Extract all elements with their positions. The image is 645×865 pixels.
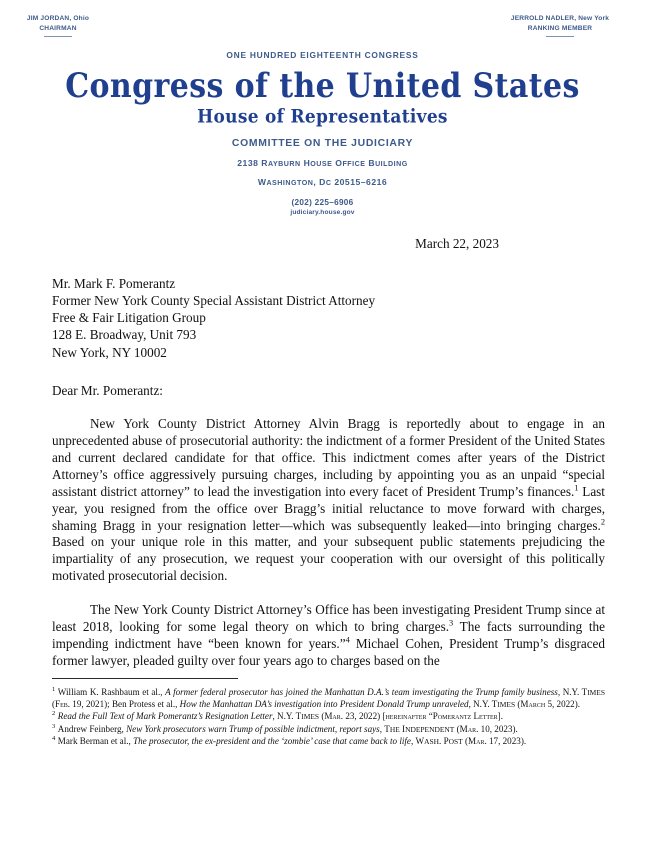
ranking-member-divider bbox=[546, 36, 574, 37]
recipient-line: Free & Fair Litigation Group bbox=[52, 310, 206, 326]
footnote-3-source: THE INDEPENDENT (Mar. 10, 2023). bbox=[384, 723, 518, 734]
committee-name: COMMITTEE ON THE JUDICIARY bbox=[231, 138, 414, 150]
footnote-2-title: Read the Full Text of Mark Pomerantz’s Resignation Letter bbox=[57, 711, 273, 722]
footnote-3: $^3$ Andrew Feinberg, New York prosecutors warn Trump of possible indictment, report says, THE INDEPENDENT (Mar. 10, 2023). bbox=[52, 722, 518, 734]
paragraph-1 bbox=[52, 416, 605, 586]
website-url: judiciary.house.gov bbox=[290, 209, 355, 217]
congress-title: Congress of the United States bbox=[65, 66, 580, 106]
footnote-1-title: A former federal prosecutor has joined the Manhattan D.A.’s team investigating the Trump family business bbox=[165, 687, 558, 697]
ranking-member-block bbox=[485, 14, 635, 37]
letter-body bbox=[52, 236, 605, 670]
paragraph-2-text-b: The facts surrounding the impending indictment have “been known for years.” bbox=[52, 619, 605, 652]
footnote-2: $^2$ Read the Full Text of Mark Pomerantz’s Resignation Letter, N.Y. TIMES (Mar. 23, 2022) [hereinafter “Pomerantz Letter]. bbox=[52, 710, 503, 722]
recipient-line: Mr. Mark F. Pomerantz bbox=[52, 276, 176, 291]
footnote-2-marker: 2 bbox=[52, 710, 56, 718]
footnote-4: $^4$ Mark Berman et al., The prosecutor, the ex-president and the ‘zombie’ case that came back to life, WASH. POST (Mar. 17, 2023). bbox=[52, 734, 527, 746]
chairman-name: JIM JORDAN, Ohio bbox=[26, 15, 90, 22]
recipient-address bbox=[52, 275, 605, 361]
footnote-ref-4[interactable]: 4 bbox=[345, 635, 350, 645]
recipient-line: New York, NY 10002 bbox=[52, 344, 167, 360]
footnote-4-marker: 4 bbox=[52, 734, 56, 742]
congress-number: ONE HUNDRED EIGHTEENTH CONGRESS bbox=[226, 50, 419, 60]
footnote-1-title2: How the Manhattan DA’s investigation into President Donald Trump unraveled bbox=[179, 699, 469, 710]
footnotes-section bbox=[52, 678, 605, 747]
chairman-block bbox=[0, 14, 118, 37]
paragraph-1-text-b: Last year, you resigned from the office over Bragg’s initial reluctance to move forward with charges, shaming Bragg in your resignation letter—which was subsequently leaked—into bringing charges. bbox=[52, 483, 605, 533]
footnote-1: $^1$ William K. Rashbaum et al., A former federal prosecutor has joined the Manhattan D.A.’s team investigating the Trump family business, N.Y. TIMES (Feb. 19, 2021); Ben Protess et al., How the Manhattan DA’s investigation into President Donald Trump unraveled, N.Y. TIMES (March 5, 2022). bbox=[52, 685, 606, 710]
footnote-3-title: New York prosecutors warn Trump of possible indictment, report says bbox=[126, 723, 380, 734]
recipient-line: 128 E. Broadway, Unit 793 bbox=[52, 327, 197, 343]
ranking-member-name: JERROLD NADLER, New York bbox=[510, 15, 610, 22]
paragraph-1-text-c: Based on your unique role in this matter, and your subsequent public statements prejudicing the impartiality of any prosecution, we request your cooperation with our oversight of this politically motivated prosecutorial decision. bbox=[52, 534, 605, 584]
office-building: 2138 RAYBURN HOUSE OFFICE BUILDING bbox=[237, 158, 408, 169]
chairman-role: CHAIRMAN bbox=[39, 24, 77, 32]
footnote-2-source: N.Y. TIMES (Mar. 23, 2022) [hereinafter “Pomerantz Letter]. bbox=[277, 711, 503, 722]
footnote-3-author: Andrew Feinberg, bbox=[57, 723, 124, 734]
footnote-4-author: Mark Berman et al., bbox=[57, 735, 131, 746]
footnote-1-author2: Ben Protess et al., bbox=[111, 699, 178, 710]
chairman-divider bbox=[44, 36, 72, 37]
phone-number: (202) 225–6906 bbox=[291, 198, 354, 208]
footnote-3-marker: 3 bbox=[52, 722, 56, 730]
footnote-4-title: The prosecutor, the ex-president and the ‘zombie’ case that came back to life bbox=[133, 735, 411, 746]
paragraph-2-text-a: The New York County District Attorney’s Office has been investigating President Trump since at least 2018, looking for some legal theory on which to bring charges. bbox=[52, 602, 605, 635]
footnote-1-source2: N.Y. TIMES (March 5, 2022). bbox=[473, 699, 581, 710]
city-state-zip: WASHINGTON, DC 20515–6216 bbox=[257, 177, 388, 188]
paragraph-2 bbox=[52, 602, 605, 670]
house-title: House of Representatives bbox=[197, 105, 448, 128]
paragraph-2-text-c: Michael Cohen, President Trump’s disgraced former lawyer, pleaded guilty over four years ago to charges based on the bbox=[52, 636, 605, 669]
footnote-divider bbox=[52, 678, 238, 679]
footnote-ref-1[interactable]: 1 bbox=[574, 483, 579, 493]
ranking-member-role: RANKING MEMBER bbox=[527, 24, 593, 32]
footnote-1-author: William K. Rashbaum et al., bbox=[57, 687, 163, 697]
letterhead bbox=[0, 0, 645, 217]
footnote-1-source: N.Y. TIMES (Feb. 19, 2021); bbox=[52, 687, 606, 710]
footnote-1-marker: 1 bbox=[52, 685, 56, 693]
footnote-ref-3[interactable]: 3 bbox=[449, 618, 454, 628]
letter-date: March 22, 2023 bbox=[415, 236, 499, 251]
paragraph-1-text-a: New York County District Attorney Alvin Bragg is reportedly about to engage in an unprecedented abuse of prosecutorial authority: the indictment of a former President of the United States and current declared candidate for that office. This indictment comes after years of the District Attorney’s office aggressively pursuing charges, including by appointing you as an unpaid “special assistant district attorney” to lead the investigation into every facet of President Trump’s finances. bbox=[52, 415, 605, 499]
recipient-line: Former New York County Special Assistant District Attorney bbox=[52, 293, 376, 309]
footnote-4-source: WASH. POST (Mar. 17, 2023). bbox=[415, 735, 527, 746]
footnote-ref-2[interactable]: 2 bbox=[600, 517, 605, 527]
salutation: Dear Mr. Pomerantz: bbox=[52, 382, 163, 398]
